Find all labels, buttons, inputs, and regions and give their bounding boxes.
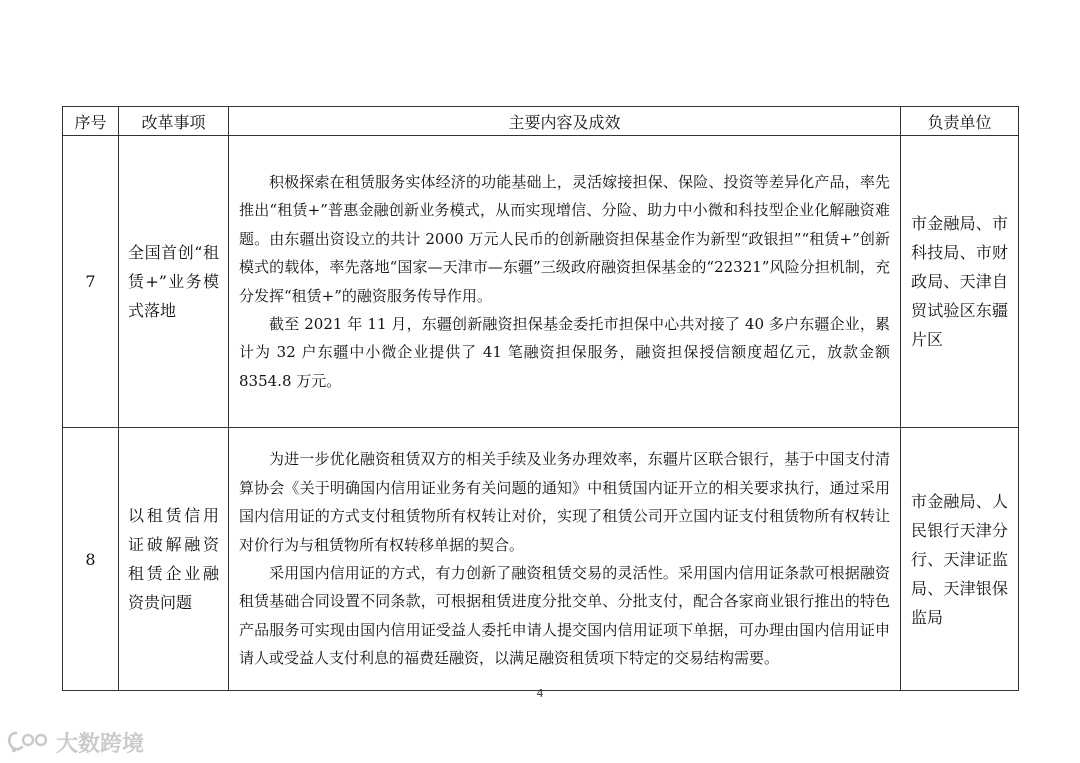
reform-table [62,106,1019,691]
header-content: 主要内容及成效 [229,107,901,136]
table-header-row [63,107,1019,136]
table-row [63,136,1019,428]
content-paragraph: 截至 2021 年 11 月，东疆创新融资担保基金委托市担保中心共对接了 40 多户东疆企业，累计为 32 户东疆中小微企业提供了 41 笔融资担保服务，融资担保授信额度超亿元，放款金额 8354.8 万元。 [239,314,890,390]
content-paragraph: 采用国内信用证的方式，有力创新了融资租赁交易的灵活性。采用国内信用证条款可根据融资租赁基础合同设置不同条款，可根据租赁进度分批交单、分批支付，配合各家商业银行推出的特色产品服务可实现由国内信用证受益人委托申请人提交国内信用证项下单据，可办理由国内信用证申请人或受益人支付利息的福费廷融资，以满足融资租赁项下特定的交易结构需要。 [239,564,890,668]
reform-item: 全国首创“租赁+”业务模式落地 [119,136,229,428]
content-paragraph: 为进一步优化融资租赁双方的相关手续及业务办理效率，东疆片区联合银行，基于中国支付清算协会《关于明确国内信用证业务有关问题的通知》中租赁国内证开立的相关要求执行，通过采用国内信用证的方式支付租赁物所有权转让对价，实现了租赁公司开立国内证支付租赁物所有权转让对价行为与租赁物所有权转移单据的契合。 [239,450,890,554]
responsible-unit: 市金融局、人民银行天津分行、天津证监局、天津银保监局 [901,428,1019,691]
main-content [229,136,901,428]
watermark [6,727,144,757]
reform-item: 以租赁信用证破解融资租赁企业融资贵问题 [119,428,229,691]
row-number: 8 [63,428,119,691]
watermark-text: 大数跨境 [56,731,145,757]
header-no: 序号 [63,107,119,136]
responsible-unit: 市金融局、市科技局、市财政局、天津自贸试验区东疆片区 [901,136,1019,428]
content-paragraph: 积极探索在租赁服务实体经济的功能基础上，灵活嫁接担保、保险、投资等差异化产品，率先推出“租赁+”普惠金融创新业务模式，从而实现增信、分险、助力中小微和科技型企业化解融资难题。由东疆出资设立的共计 2000 万元人民币的创新融资担保基金作为新型“政银担”“租赁+”创新模式的载体，率先落地“国家—天津市—东疆”三级政府融资担保基金的“22321”风险分担机制，充分发挥“租赁+”的融资服务传导作用。 [239,172,890,305]
page-number: 4 [536,687,544,700]
header-unit: 负责单位 [901,107,1019,136]
main-content [229,428,901,691]
row-number: 7 [63,136,119,428]
header-item: 改革事项 [119,107,229,136]
table-row [63,428,1019,691]
watermark-logo-icon [6,729,52,755]
